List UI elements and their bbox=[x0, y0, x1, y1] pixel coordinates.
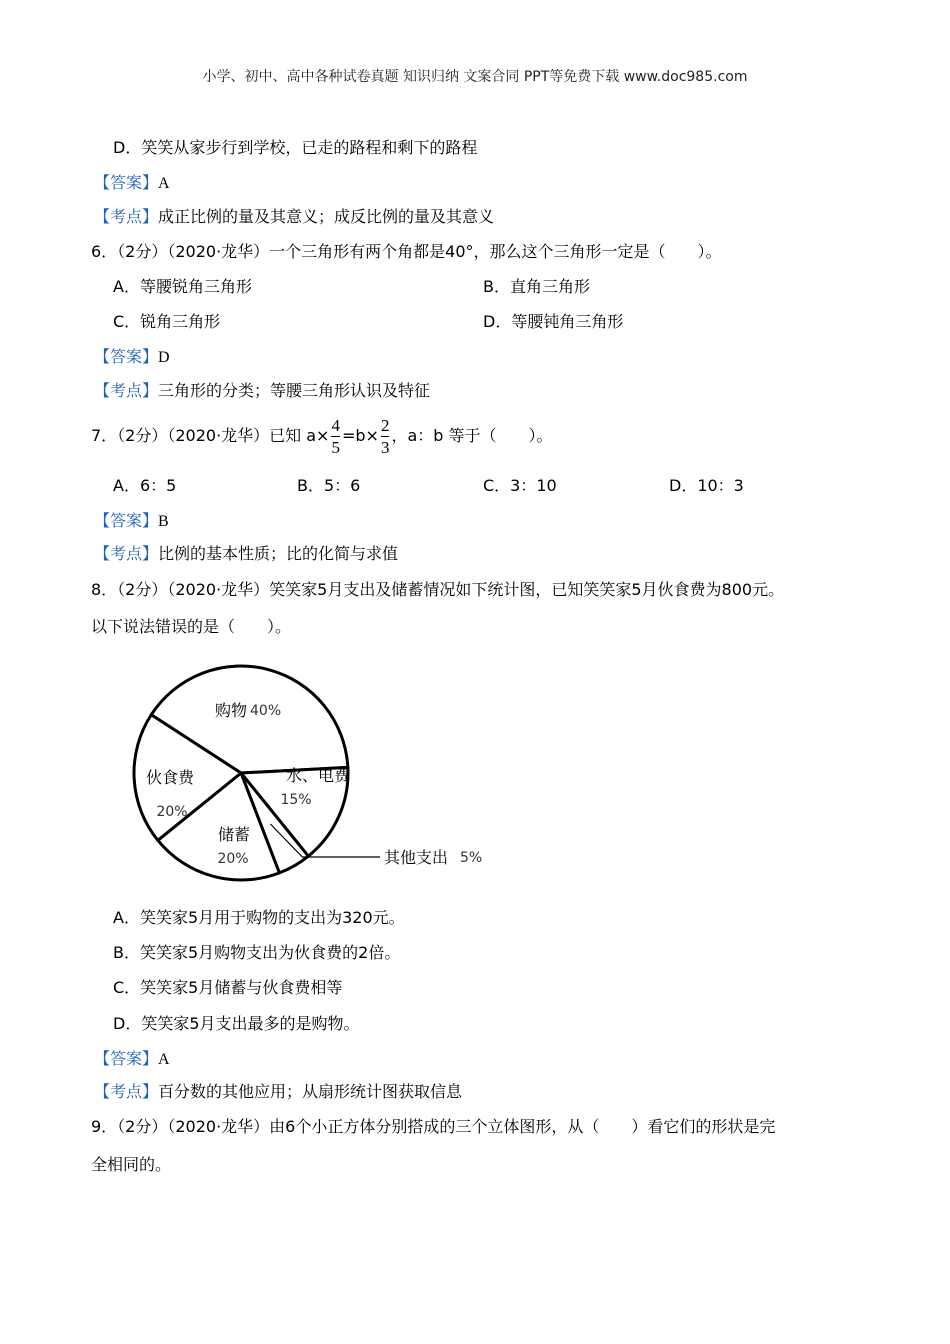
pie-label-3: 储蓄 bbox=[217, 825, 251, 844]
q7-stem-mid: =b× bbox=[341, 426, 379, 445]
answer-value: A bbox=[158, 1051, 170, 1068]
point-value: 成正比例的量及其意义；成反比例的量及其意义 bbox=[158, 207, 495, 226]
page-header: 小学、初中、高中各种试卷真题 知识归纳 文案合同 PPT等免费下载 www.doc985.com bbox=[202, 69, 748, 85]
q8-answer-row bbox=[94, 1049, 170, 1070]
q7-point-row bbox=[94, 544, 398, 564]
pie-label-1: 水、电费 bbox=[285, 766, 351, 785]
fraction-two-thirds bbox=[381, 417, 390, 456]
q8-stem-line2: 以下说法错误的是（ ）。 bbox=[91, 617, 292, 636]
pie-value-2: 5% bbox=[460, 850, 483, 866]
fraction-denominator: 3 bbox=[380, 438, 390, 457]
pie-label-2: 其他支出 bbox=[384, 848, 449, 867]
q6-answer-row bbox=[94, 347, 170, 368]
pie-label-0: 购物 bbox=[214, 701, 247, 720]
pie-value-3: 20% bbox=[217, 851, 249, 867]
q5-answer-row bbox=[94, 173, 170, 194]
pie-chart bbox=[120, 660, 520, 900]
q8-stem-line1: 8．（2分）（2020·龙华）笑笑家5月支出及储蓄情况如下统计图，已知笑笑家5月伙食费为800元。 bbox=[91, 580, 785, 599]
pie-value-1: 15% bbox=[280, 792, 312, 808]
point-tag: 【考点】 bbox=[94, 381, 159, 400]
q7-stem-prefix: 7．（2分）（2020·龙华）已知 a× bbox=[91, 426, 330, 445]
q5-option-d: D．笑笑从家步行到学校，已走的路程和剩下的路程 bbox=[113, 138, 478, 157]
q9-stem-line1: 9．（2分）（2020·龙华）由6个小正方体分别搭成的三个立体图形，从（ ）看它们的形状是完 bbox=[91, 1117, 776, 1136]
q8-point-row bbox=[94, 1082, 462, 1102]
q7-option-d: D．10：3 bbox=[669, 476, 744, 495]
answer-tag: 【答案】 bbox=[94, 511, 159, 530]
q6-option-d: D．等腰钝角三角形 bbox=[483, 312, 624, 331]
q7-stem bbox=[91, 413, 553, 459]
q8-option-c: C．笑笑家5月储蓄与伙食费相等 bbox=[113, 978, 343, 997]
fraction-four-fifths bbox=[331, 417, 340, 456]
q8-option-b: B．笑笑家5月购物支出为伙食费的2倍。 bbox=[113, 943, 401, 962]
point-value: 比例的基本性质；比的化简与求值 bbox=[158, 544, 399, 563]
answer-tag: 【答案】 bbox=[94, 1049, 159, 1068]
q6-option-b: B．直角三角形 bbox=[483, 277, 590, 296]
q5-point-row bbox=[94, 207, 494, 227]
q7-option-c: C．3：10 bbox=[483, 476, 557, 495]
q6-option-c: C．锐角三角形 bbox=[113, 312, 221, 331]
point-tag: 【考点】 bbox=[94, 1082, 159, 1101]
answer-value: B bbox=[158, 513, 169, 530]
q8-option-d: D．笑笑家5月支出最多的是购物。 bbox=[113, 1014, 360, 1033]
pie-value-0: 40% bbox=[250, 703, 282, 719]
answer-value: A bbox=[158, 175, 170, 192]
point-value: 百分数的其他应用；从扇形统计图获取信息 bbox=[158, 1082, 463, 1101]
q7-option-b: B．5：6 bbox=[297, 476, 361, 495]
q7-answer-row bbox=[94, 511, 169, 532]
fraction-numerator: 2 bbox=[380, 416, 390, 435]
answer-tag: 【答案】 bbox=[94, 173, 159, 192]
point-tag: 【考点】 bbox=[94, 544, 159, 563]
q9-stem-line2: 全相同的。 bbox=[91, 1155, 172, 1174]
fraction-denominator: 5 bbox=[331, 438, 340, 457]
q6-option-a: A．等腰锐角三角形 bbox=[113, 277, 252, 296]
q6-stem: 6．（2分）（2020·龙华）一个三角形有两个角都是40°，那么这个三角形一定是（ ）。 bbox=[91, 242, 722, 261]
pie-value-4: 20% bbox=[156, 804, 188, 820]
q8-option-a: A．笑笑家5月用于购物的支出为320元。 bbox=[113, 908, 405, 927]
answer-tag: 【答案】 bbox=[94, 347, 159, 366]
answer-value: D bbox=[158, 349, 170, 366]
pie-label-4: 伙食费 bbox=[145, 768, 195, 787]
point-tag: 【考点】 bbox=[94, 207, 159, 226]
q6-point-row bbox=[94, 381, 430, 401]
fraction-numerator: 4 bbox=[331, 416, 340, 435]
q7-option-a: A．6：5 bbox=[113, 476, 177, 495]
q7-stem-suffix: ，a：b 等于（ ）。 bbox=[391, 426, 553, 445]
point-value: 三角形的分类；等腰三角形认识及特征 bbox=[158, 381, 431, 400]
